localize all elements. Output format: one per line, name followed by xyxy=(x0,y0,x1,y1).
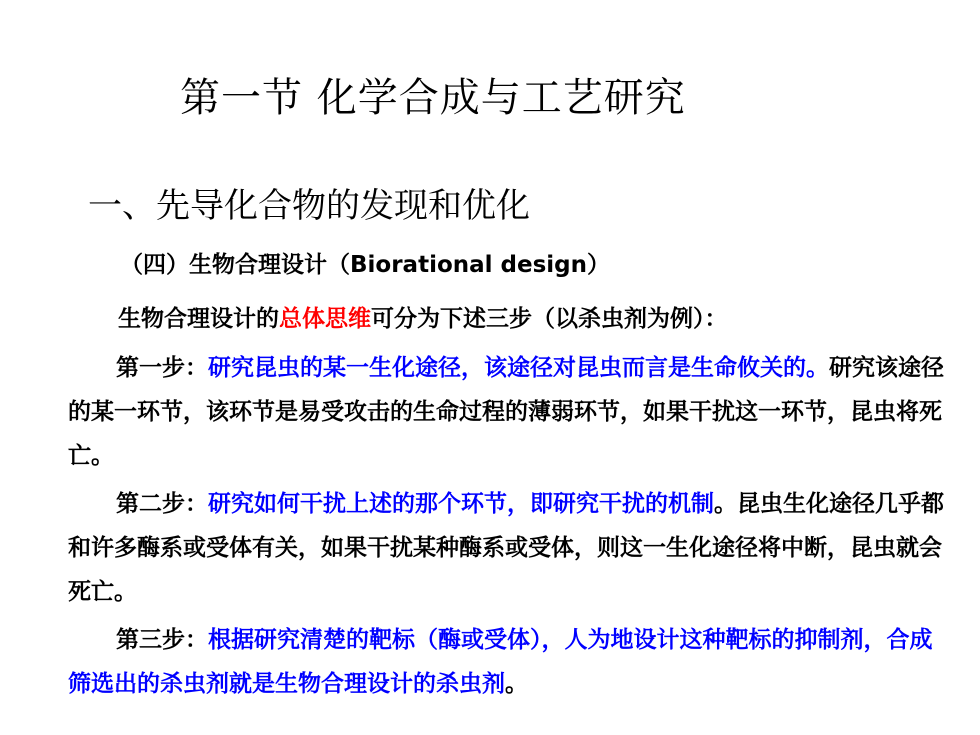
intro-after: 可分为下述三步（以杀虫剂为例）： xyxy=(371,306,728,332)
intro-line xyxy=(118,300,728,333)
subheading: （四）生物合理设计（Biorational design） xyxy=(120,252,611,278)
step-2-paragraph xyxy=(68,482,948,614)
step-2-label: 第二步： xyxy=(116,491,208,517)
step-1-paragraph xyxy=(68,346,948,478)
step-1-text: 研究该途径的某一环节，该环节是易受攻击的生命过程的薄弱环节，如果干扰这一环节，昆虫将死亡。 xyxy=(68,355,944,469)
step-1-emphasis: 研究昆虫的某一生化途径，该途径对昆虫而言是生命攸关的。 xyxy=(208,355,829,381)
step-2-text: 。昆虫生化途径几乎都和许多酶系或受体有关，如果干扰某种酶系或受体，则这一生化途径将中断，昆虫就会死亡。 xyxy=(68,491,944,605)
step-3-label: 第三步： xyxy=(116,627,208,653)
intro-highlight: 总体思维 xyxy=(279,306,371,332)
step-3-emphasis: 根据研究清楚的靶标（酶或受体），人为地设计这种靶标的抑制剂，合成筛选出的杀虫剂就是生物合理设计的杀虫剂 xyxy=(68,627,933,697)
step-3-text: 。 xyxy=(505,671,528,697)
intro-before: 生物合理设计的 xyxy=(118,306,279,332)
step-3-paragraph xyxy=(68,618,948,706)
step-1-label: 第一步： xyxy=(116,355,208,381)
step-2-emphasis: 研究如何干扰上述的那个环节，即研究干扰的机制 xyxy=(208,491,714,517)
section-heading: 一、先导化合物的发现和优化 xyxy=(88,186,530,226)
page-title: 第一节 化学合成与工艺研究 xyxy=(180,75,686,121)
